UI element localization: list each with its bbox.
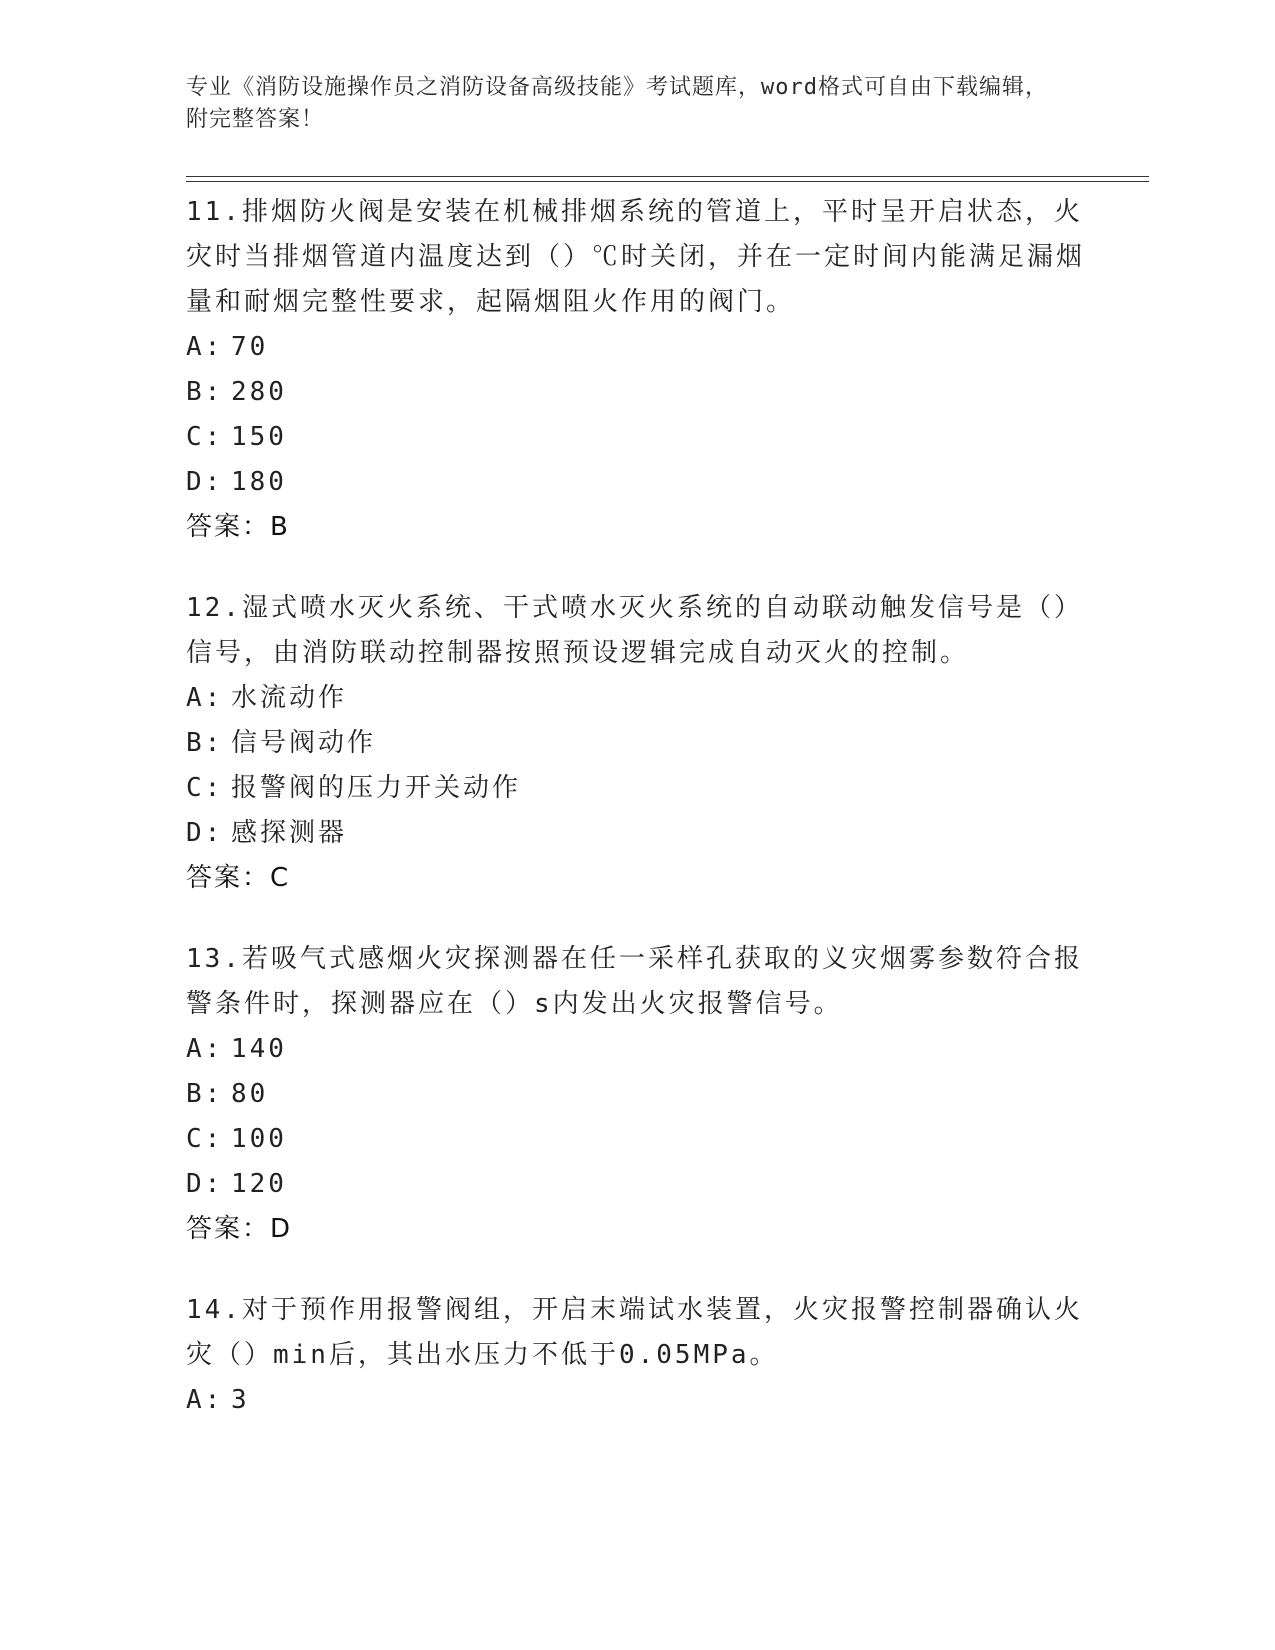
option-letter: A: [186,683,224,713]
option-letter: A: [186,1385,224,1415]
question-list [186,190,1086,1459]
option-text: 120 [231,1169,287,1199]
question-11 [186,190,1086,550]
option-text: 80 [231,1079,269,1109]
option-text: 180 [231,467,287,497]
question-12 [186,586,1086,901]
option-letter: A: [186,1034,224,1064]
header-divider-bottom [186,181,1149,182]
option-d [186,460,1086,505]
option-b [186,1072,1086,1117]
option-letter: B: [186,728,224,758]
question-stem: 13.若吸气式感烟火灾探测器在任一采样孔获取的义灾烟雾参数符合报警条件时，探测器应在（）s内发出火灾报警信号。 [186,944,1083,1019]
answer-line: 答案：C [186,863,291,893]
option-letter: D: [186,818,224,848]
option-letter: D: [186,1169,224,1199]
answer-line: 答案：D [186,1214,293,1244]
option-letter: C: [186,1124,224,1154]
question-14 [186,1288,1086,1423]
option-text: 报警阀的压力开关动作 [231,773,522,803]
option-b [186,370,1086,415]
option-letter: D: [186,467,224,497]
option-c [186,766,1086,811]
option-text: 信号阀动作 [231,728,377,758]
question-13 [186,937,1086,1252]
option-letter: C: [186,422,224,452]
option-a [186,325,1086,370]
option-c [186,415,1086,460]
header-divider-top [186,176,1149,177]
option-text: 140 [231,1034,287,1064]
option-d [186,1162,1086,1207]
option-text: 70 [231,332,269,362]
option-letter: A: [186,332,224,362]
option-c [186,1117,1086,1162]
option-text: 100 [231,1124,287,1154]
option-text: 感探测器 [231,818,348,848]
option-text: 3 [231,1385,250,1415]
option-b [186,721,1086,766]
answer-line: 答案：B [186,512,290,542]
option-text: 150 [231,422,287,452]
option-text: 280 [231,377,287,407]
option-text: 水流动作 [231,683,348,713]
option-a [186,676,1086,721]
document-header: 专业《消防设施操作员之消防设备高级技能》考试题库，word格式可自由下载编辑，附完整答案！ [186,75,1048,132]
question-stem: 14.对于预作用报警阀组，开启末端试水装置，火灾报警控制器确认火灾（）min后，其出水压力不低于0.05MPa。 [186,1295,1083,1370]
option-letter: C: [186,773,224,803]
question-stem: 12.湿式喷水灭火系统、干式喷水灭火系统的自动联动触发信号是（）信号，由消防联动控制器按照预设逻辑完成自动灭火的控制。 [186,593,1083,668]
option-a [186,1027,1086,1072]
question-stem: 11.排烟防火阀是安装在机械排烟系统的管道上，平时呈开启状态，火灾时当排烟管道内温度达到（）℃时关闭，并在一定时间内能满足漏烟量和耐烟完整性要求，起隔烟阻火作用的阀门。 [186,197,1086,317]
option-letter: B: [186,1079,224,1109]
option-d [186,811,1086,856]
option-a [186,1378,1086,1423]
option-letter: B: [186,377,224,407]
